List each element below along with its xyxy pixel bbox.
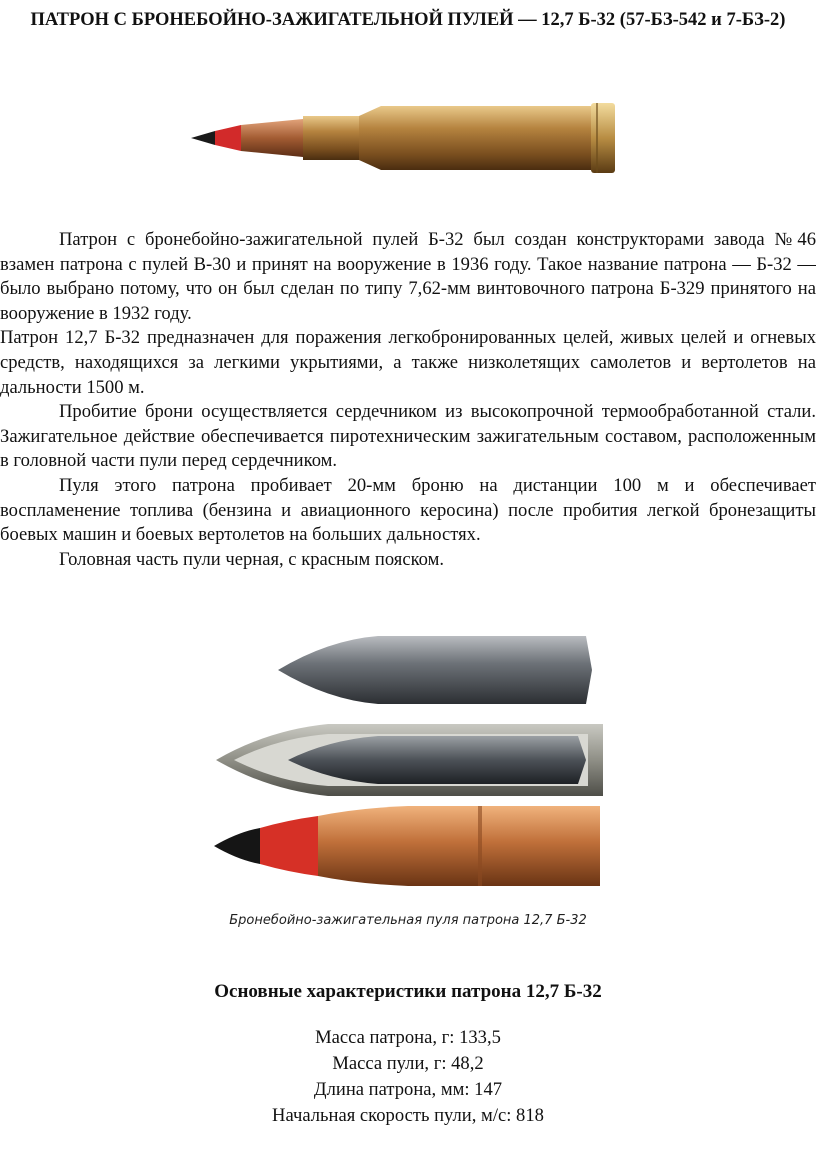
paragraph-3: Пробитие брони осуществляется сердечником из высокопрочной термообработанной стали. Зажигательное действие обеспечивается пиротехническим зажигательным составом, расположенным в головной части пули перед сердечником. <box>0 401 816 472</box>
spec-cartridge-mass: Масса патрона, г: 133,5 <box>315 1027 501 1048</box>
bullets-photo <box>208 612 608 902</box>
paragraph-2: Патрон 12,7 Б-32 предназначен для поражения легкобронированных целей, живых целей и огневых средств, находящихся за легкими укрытиями, а также низколетящих самолетов и вертолетов на дальности 1500 м. <box>0 327 816 398</box>
document-title: ПАТРОН С БРОНЕБОЙНО-ЗАЖИГАТЕЛЬНОЙ ПУЛЕЙ — 12,7 Б-32 (57-БЗ-542 и 7-БЗ-2) <box>30 10 786 30</box>
specs-list <box>0 1025 816 1129</box>
body-text <box>0 228 816 572</box>
spec-cartridge-length: Длина патрона, мм: 147 <box>313 1079 503 1100</box>
spec-muzzle-velocity: Начальная скорость пули, м/с: 818 <box>272 1105 544 1126</box>
cartridge-photo <box>185 86 631 186</box>
specs-title: Основные характеристики патрона 12,7 Б-32 <box>214 981 602 1002</box>
paragraph-4: Пуля этого патрона пробивает 20-мм броню на дистанции 100 м и обеспечивает воспламенение топлива (бензина и авиационного керосина) после пробития легкой бронезащиты боевых машин и боевых вертолетов на больших дальностях. <box>0 474 816 546</box>
paragraph-5: Головная часть пули черная, с красным пояском. <box>59 548 445 570</box>
paragraph-1: Патрон с бронебойно-зажигательной пулей Б-32 был создан конструкторами завода №46 взамен патрона с пулей В-30 и принят на вооружение в 1936 году. Такое название патрона — Б-32 — было выбрано потому, что он был сделан по типу 7,62-мм винтовочного патрона Б-329 принятого на вооружение в 1932 году. <box>0 229 816 324</box>
spec-bullet-mass: Масса пули, г: 48,2 <box>332 1053 484 1074</box>
figure-caption: Бронебойно-зажигательная пуля патрона 12,7 Б-32 <box>229 913 587 928</box>
